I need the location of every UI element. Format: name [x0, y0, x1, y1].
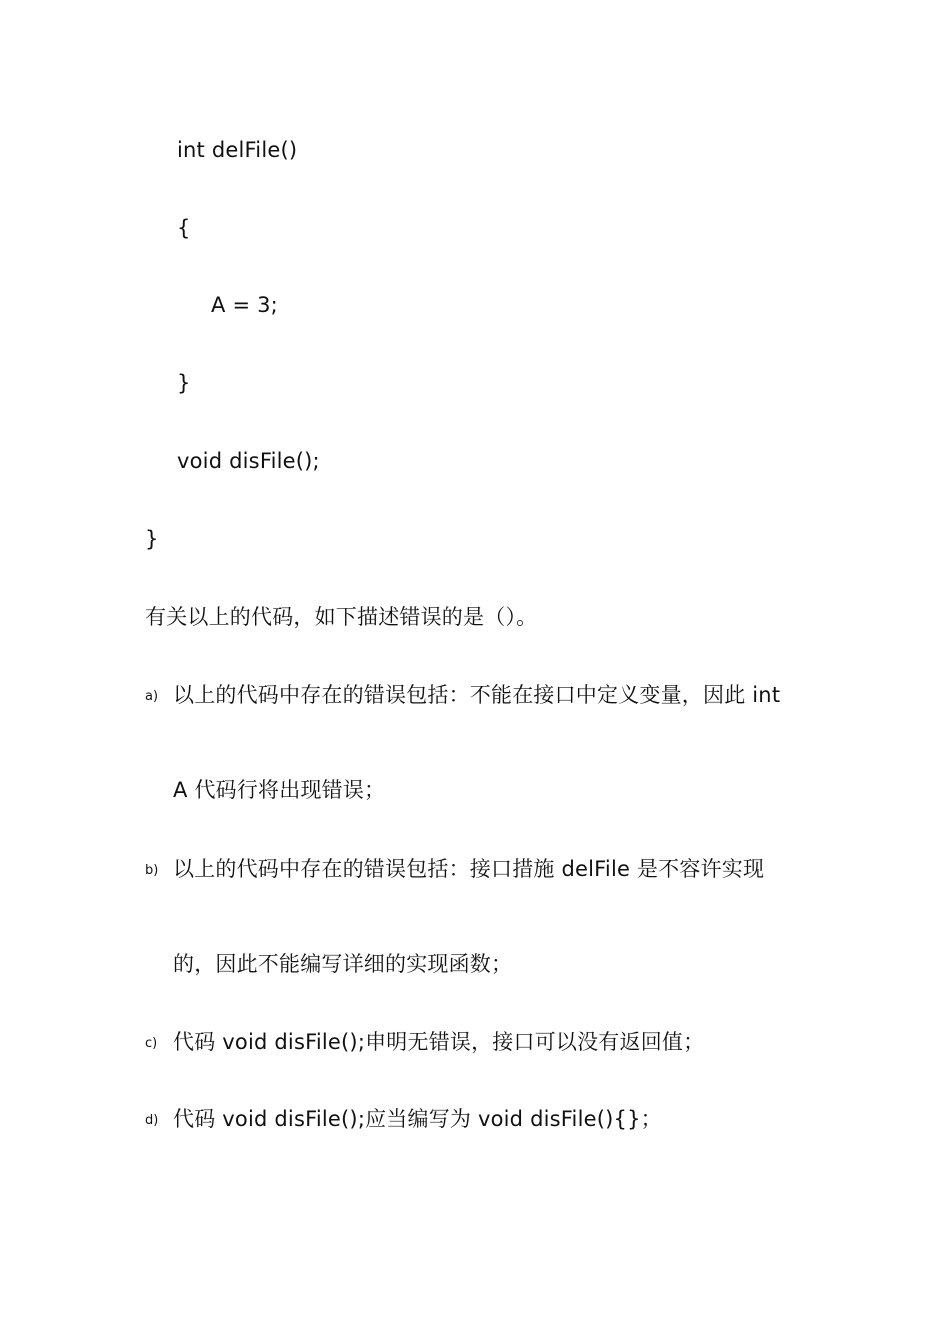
code-line-open-brace: {	[177, 216, 191, 240]
code-line-void-declaration: void disFile();	[177, 449, 320, 473]
code-line-method-signature: int delFile()	[177, 138, 298, 162]
option-a-text-line2: A 代码行将出现错误；	[173, 778, 386, 802]
code-line-assignment: A = 3;	[211, 293, 278, 317]
option-d-text: 代码 void disFile();应当编写为 void disFile(){}；	[173, 1107, 662, 1131]
option-c-text: 代码 void disFile();申明无错误，接口可以没有返回值；	[173, 1030, 705, 1054]
option-b-marker: b)	[145, 863, 159, 878]
option-a-marker: a)	[145, 689, 159, 704]
option-b-text-line1: 以上的代码中存在的错误包括：接口措施 delFile 是不容许实现	[173, 857, 765, 881]
code-line-close-brace: }	[177, 371, 191, 395]
option-d-marker: d)	[145, 1113, 159, 1128]
option-a-text-line1: 以上的代码中存在的错误包括：不能在接口中定义变量，因此 int	[173, 683, 781, 707]
option-b-text-line2: 的，因此不能编写详细的实现函数；	[173, 952, 513, 976]
option-c-marker: c)	[145, 1036, 158, 1051]
code-line-interface-close-brace: }	[145, 527, 159, 551]
question-text: 有关以上的代码，如下描述错误的是（）。	[145, 605, 538, 629]
